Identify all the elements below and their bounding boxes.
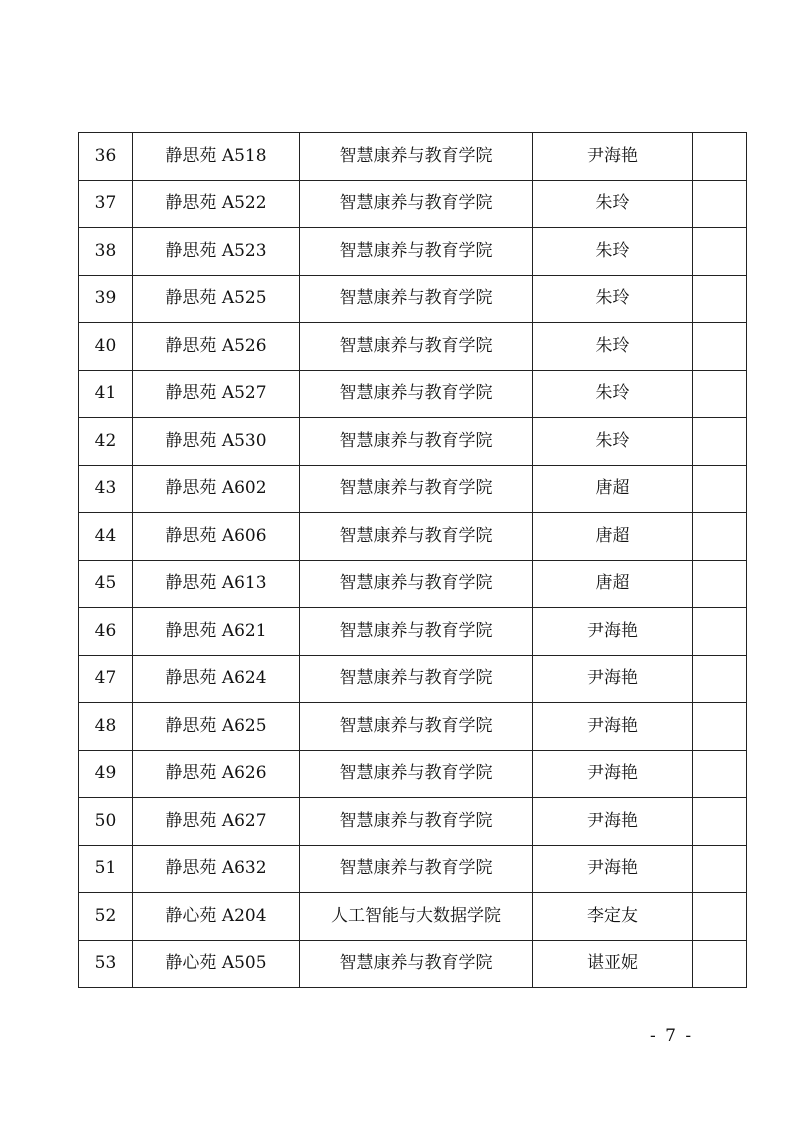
person-cell: 尹海艳 [533,750,693,798]
room-cell: 静思苑 A523 [133,228,300,276]
row-number-cell: 52 [79,893,133,941]
room-cell: 静思苑 A621 [133,608,300,656]
college-cell: 智慧康养与教育学院 [300,465,533,513]
table-row [79,323,747,371]
person-cell: 尹海艳 [533,845,693,893]
person-cell: 尹海艳 [533,133,693,181]
row-number-cell: 39 [79,275,133,323]
person-cell: 朱玲 [533,275,693,323]
room-cell: 静思苑 A530 [133,418,300,466]
row-number-cell: 53 [79,940,133,988]
person-cell: 谌亚妮 [533,940,693,988]
college-cell: 智慧康养与教育学院 [300,655,533,703]
room-cell: 静思苑 A527 [133,370,300,418]
person-cell: 朱玲 [533,370,693,418]
table-row [79,465,747,513]
person-cell: 尹海艳 [533,655,693,703]
table-row [79,703,747,751]
row-number-cell: 37 [79,180,133,228]
college-cell: 智慧康养与教育学院 [300,845,533,893]
note-cell [693,228,747,276]
room-cell: 静心苑 A505 [133,940,300,988]
room-cell: 静思苑 A613 [133,560,300,608]
note-cell [693,703,747,751]
college-cell: 智慧康养与教育学院 [300,608,533,656]
note-cell [693,465,747,513]
table-row [79,513,747,561]
person-cell: 朱玲 [533,323,693,371]
table-row [79,893,747,941]
note-cell [693,275,747,323]
college-cell: 智慧康养与教育学院 [300,560,533,608]
row-number-cell: 50 [79,798,133,846]
row-number-cell: 36 [79,133,133,181]
room-cell: 静思苑 A602 [133,465,300,513]
row-number-cell: 48 [79,703,133,751]
college-cell: 人工智能与大数据学院 [300,893,533,941]
dormitory-table [78,132,747,988]
room-cell: 静思苑 A627 [133,798,300,846]
person-cell: 尹海艳 [533,798,693,846]
table-row [79,940,747,988]
note-cell [693,133,747,181]
person-cell: 唐超 [533,560,693,608]
room-cell: 静思苑 A525 [133,275,300,323]
note-cell [693,418,747,466]
note-cell [693,560,747,608]
row-number-cell: 51 [79,845,133,893]
table-row [79,655,747,703]
table-row [79,560,747,608]
note-cell [693,798,747,846]
row-number-cell: 46 [79,608,133,656]
note-cell [693,180,747,228]
note-cell [693,608,747,656]
college-cell: 智慧康养与教育学院 [300,180,533,228]
room-cell: 静思苑 A624 [133,655,300,703]
college-cell: 智慧康养与教育学院 [300,323,533,371]
room-cell: 静思苑 A522 [133,180,300,228]
person-cell: 尹海艳 [533,703,693,751]
note-cell [693,513,747,561]
college-cell: 智慧康养与教育学院 [300,228,533,276]
person-cell: 唐超 [533,465,693,513]
row-number-cell: 41 [79,370,133,418]
table-row [79,133,747,181]
row-number-cell: 44 [79,513,133,561]
room-cell: 静思苑 A626 [133,750,300,798]
room-cell: 静思苑 A606 [133,513,300,561]
note-cell [693,370,747,418]
table-row [79,180,747,228]
table-row [79,750,747,798]
row-number-cell: 40 [79,323,133,371]
row-number-cell: 43 [79,465,133,513]
room-cell: 静心苑 A204 [133,893,300,941]
table-row [79,370,747,418]
note-cell [693,893,747,941]
note-cell [693,750,747,798]
table-row [79,275,747,323]
room-cell: 静思苑 A518 [133,133,300,181]
table-row [79,845,747,893]
table-row [79,608,747,656]
person-cell: 唐超 [533,513,693,561]
table-row [79,798,747,846]
page-number: - 7 - [650,1026,694,1046]
college-cell: 智慧康养与教育学院 [300,370,533,418]
note-cell [693,940,747,988]
table-body [79,133,747,988]
person-cell: 尹海艳 [533,608,693,656]
note-cell [693,323,747,371]
table-row [79,228,747,276]
college-cell: 智慧康养与教育学院 [300,940,533,988]
college-cell: 智慧康养与教育学院 [300,513,533,561]
college-cell: 智慧康养与教育学院 [300,750,533,798]
room-cell: 静思苑 A526 [133,323,300,371]
person-cell: 朱玲 [533,228,693,276]
room-cell: 静思苑 A625 [133,703,300,751]
row-number-cell: 38 [79,228,133,276]
college-cell: 智慧康养与教育学院 [300,275,533,323]
row-number-cell: 49 [79,750,133,798]
college-cell: 智慧康养与教育学院 [300,133,533,181]
note-cell [693,655,747,703]
person-cell: 朱玲 [533,180,693,228]
row-number-cell: 42 [79,418,133,466]
college-cell: 智慧康养与教育学院 [300,703,533,751]
college-cell: 智慧康养与教育学院 [300,798,533,846]
college-cell: 智慧康养与教育学院 [300,418,533,466]
row-number-cell: 45 [79,560,133,608]
table-row [79,418,747,466]
room-cell: 静思苑 A632 [133,845,300,893]
person-cell: 李定友 [533,893,693,941]
row-number-cell: 47 [79,655,133,703]
note-cell [693,845,747,893]
person-cell: 朱玲 [533,418,693,466]
